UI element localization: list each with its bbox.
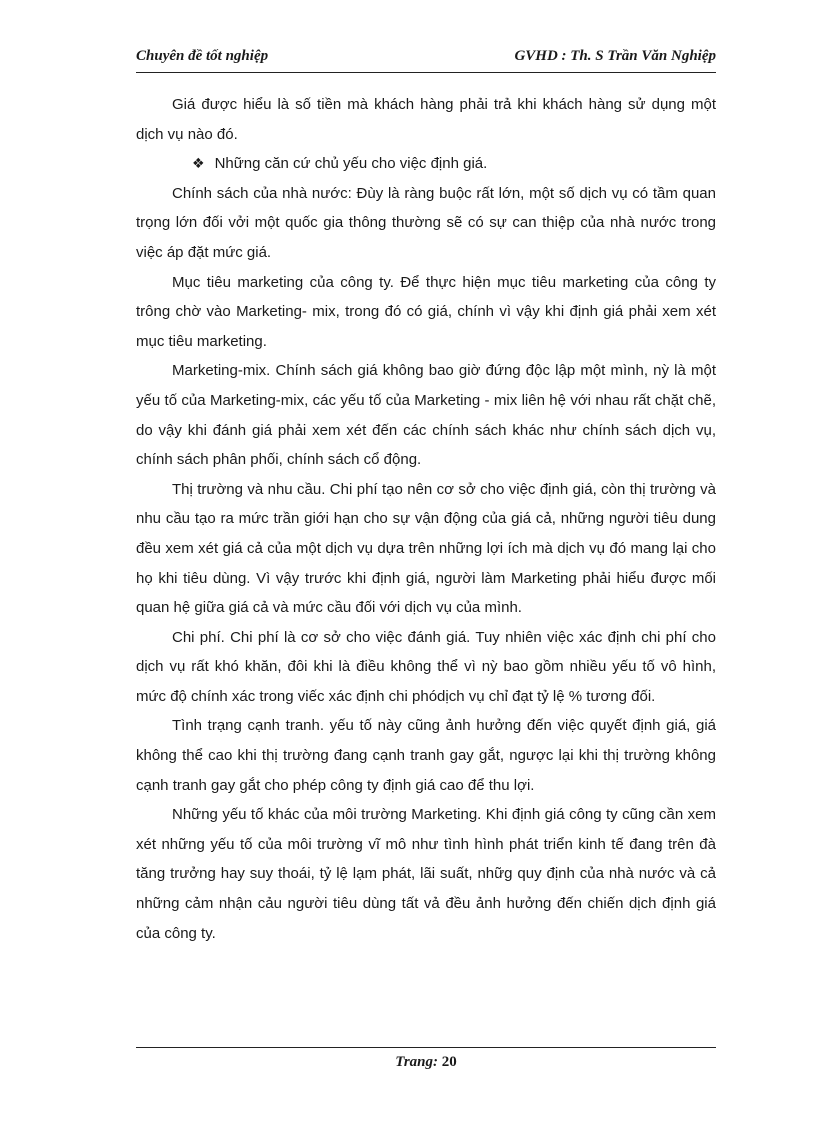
page-label: Trang: bbox=[395, 1054, 439, 1070]
page-body bbox=[136, 90, 716, 948]
paragraph-marketing-objective: Mục tiêu marketing của công ty. Để thực hiện mục tiêu marketing của công ty trông chờ vào Marketing- mix, trong đó có giá, chính vì vậy khi định giá phải xem xét mục tiêu marketing. bbox=[136, 273, 716, 350]
paragraph-price-definition: Giá được hiểu là số tiền mà khách hàng phải trả khi khách hàng sử dụng một dịch vụ nào đó. bbox=[136, 96, 716, 143]
header-supervisor: GVHD : Th. S Trần Văn Nghiệp bbox=[514, 48, 716, 64]
paragraph-market-demand: Thị trường và nhu cầu. Chi phí tạo nên cơ sở cho việc định giá, còn thị trường và nhu cầu tạo ra mức trần giới hạn cho sự vận động của giá cả, những người tiêu dung đều xem xét giá cả của một dịch vụ dựa trên những lợi ích mà dịch vụ đó mang lại cho họ khi tiêu dùng. Vì vậy trước khi định giá, người làm Marketing phải hiểu được mối quan hệ giữa giá cả và mức cầu đối với dịch vụ của mình. bbox=[136, 480, 716, 617]
paragraph-other-factors: Những yếu tố khác của môi trường Marketing. Khi định giá công ty cũng cần xem xét những yếu tố của môi trường vĩ mô như tình hình phát triển kinh tế đang trên đà tăng trưởng hay suy thoái, tỷ lệ lạm phát, lãi suất, nhữg quy định của nhà nước và cả những cảm nhận cảu người tiêu dùng tất vả đều ảnh hưởng đến chiến dịch định giá của công ty. bbox=[136, 806, 716, 942]
paragraph-marketing-mix: Marketing-mix. Chính sách giá không bao giờ đứng độc lập một mình, nỳ là một yếu tố của Marketing-mix, các yếu tố của Marketing - mix liên hệ với nhau rất chặt chẽ, do vậy khi đánh giá phải xem xét đến các chính sách khác như chính sách dịch vụ, chính sách phân phối, chính sách cổ động. bbox=[136, 362, 716, 469]
paragraph-competition: Tình trạng cạnh tranh. yếu tố này cũng ảnh hưởng đến việc quyết định giá, giá không thể cao khi thị trường đang cạnh tranh gay gắt, ngược lại khi thị trường không cạnh tranh gay gắt cho phép công ty định giá cao để thu lợi. bbox=[136, 717, 716, 794]
page-header bbox=[136, 46, 716, 73]
diamond-bullet-icon: ❖ bbox=[192, 155, 205, 172]
page-footer bbox=[136, 1054, 716, 1071]
paragraph-cost: Chi phí. Chi phí là cơ sở cho việc đánh giá. Tuy nhiên việc xác định chi phí cho dịch vụ rất khó khăn, đôi khi là điều không thể vì nỳ bao gồm nhiều yếu tố vô hình, mức độ chính xác trong viếc xác định chi phódịch vụ chỉ đạt tỷ lệ % tương đối. bbox=[136, 628, 716, 705]
paragraph-state-policy: Chính sách của nhà nước: Đùy là ràng buộc rất lớn, một số dịch vụ có tầm quan trọng lớn đối vởi một quốc gia thông thường sẽ có sự can thiệp của nhà nước trong việc áp đặt mức giá. bbox=[136, 184, 716, 261]
page-number: 20 bbox=[441, 1054, 457, 1070]
footer-divider bbox=[136, 1047, 716, 1048]
bullet-heading-text: Những căn cứ chủ yếu cho việc định giá. bbox=[214, 155, 488, 173]
bullet-heading bbox=[136, 149, 716, 179]
header-title: Chuyên đề tốt nghiệp bbox=[136, 48, 269, 64]
